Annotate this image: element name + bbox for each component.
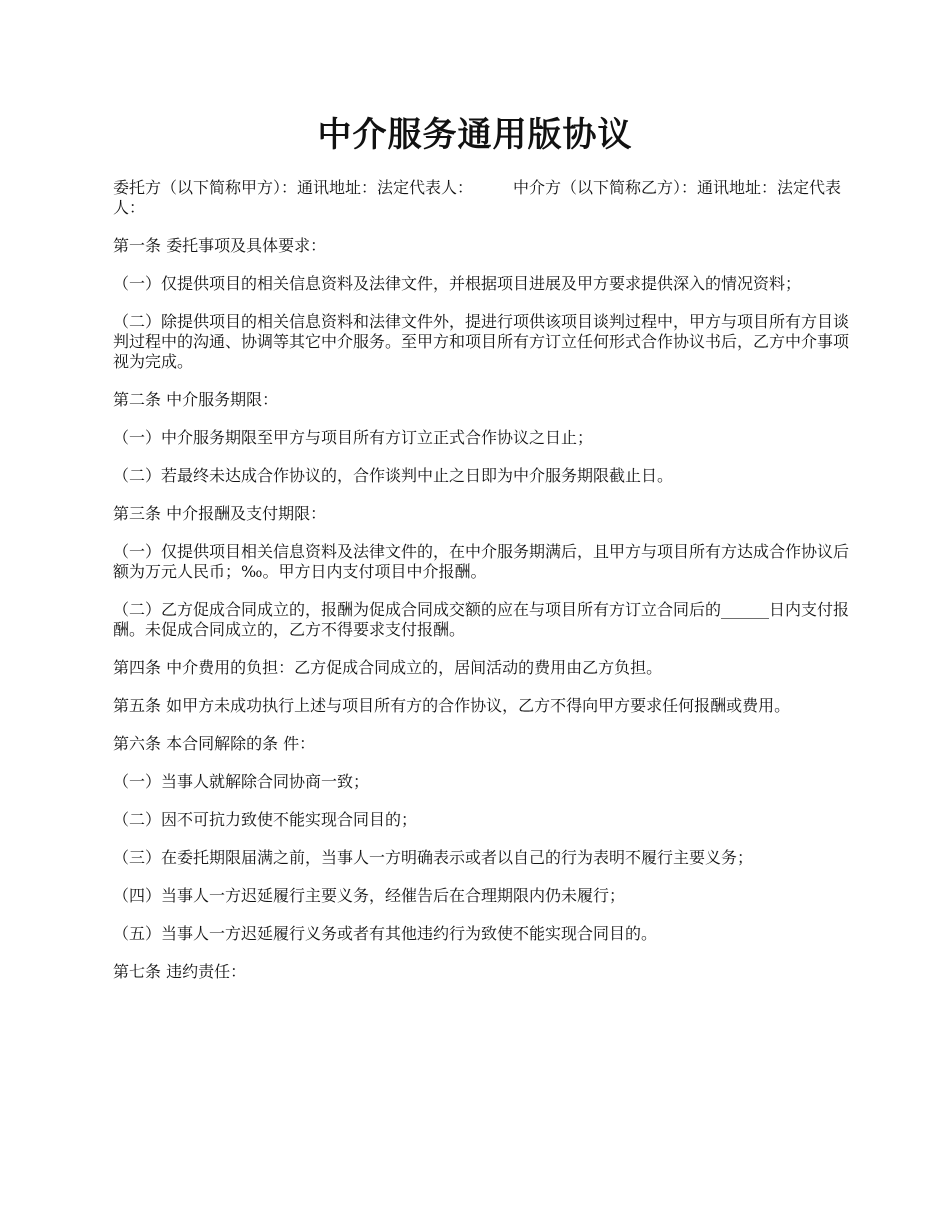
article-6-item-4: （四）当事人一方迟延履行主要义务，经催告后在合理期限内仍未履行； [113,886,626,905]
parties-paragraph: 委托方（以下简称甲方）：通讯地址：法定代表人： 中介方（以下简称乙方）：通讯地址：法定代表人： [113,178,842,217]
article-2-heading: 第二条 中介服务期限： [113,390,279,409]
article-5: 第五条 如甲方未成功执行上述与项目所有方的合作协议，乙方不得向甲方要求任何报酬或费用。 [113,696,791,715]
article-6-item-3: （三）在委托期限届满之前，当事人一方明确表示或者以自己的行为表明不履行主要义务； [113,848,754,867]
document-title: 中介服务通用版协议 [317,115,633,155]
article-3-heading: 第三条 中介报酬及支付期限： [113,504,327,523]
article-7-heading: 第七条 违约责任： [113,962,247,981]
article-2-item-1: （一）中介服务期限至甲方与项目所有方订立正式合作协议之日止； [113,428,594,447]
article-6-item-1: （一）当事人就解除合同协商一致； [113,772,370,791]
article-3-item-2: （二）乙方促成合同成立的，报酬为促成合同成交额的应在与项目所有方订立合同后的______日内支付报酬。未促成合同成立的，乙方不得要求支付报酬。 [113,600,850,639]
article-6-heading: 第六条 本合同解除的条 件： [113,734,316,753]
article-6-item-5: （五）当事人一方迟延履行义务或者有其他违约行为致使不能实现合同目的。 [113,924,658,943]
article-3-item-1: （一）仅提供项目相关信息资料及法律文件的，在中介服务期满后，且甲方与项目所有方达成合作协议后额为万元人民币；‰。甲方日内支付项目中介报酬。 [113,542,850,581]
article-2-item-2: （二）若最终未达成合作协议的，合作谈判中止之日即为中介服务期限截止日。 [113,466,674,485]
document-body [113,178,853,1000]
article-1-item-1: （一）仅提供项目的相关信息资料及法律文件，并根据项目进展及甲方要求提供深入的情况资料； [113,274,802,293]
article-1-heading: 第一条 委托事项及具体要求： [113,236,327,255]
article-6-item-2: （二）因不可抗力致使不能实现合同目的； [113,810,418,829]
article-1-item-2: （二）除提供项目的相关信息资料和法律文件外，提进行项供该项目谈判过程中，甲方与项目所有方目谈判过程中的沟通、协调等其它中介服务。至甲方和项目所有方订立任何形式合作协议书后，乙方中介事项视为完成。 [113,312,850,371]
article-4: 第四条 中介费用的负担：乙方促成合同成立的，居间活动的费用由乙方负担。 [113,658,663,677]
